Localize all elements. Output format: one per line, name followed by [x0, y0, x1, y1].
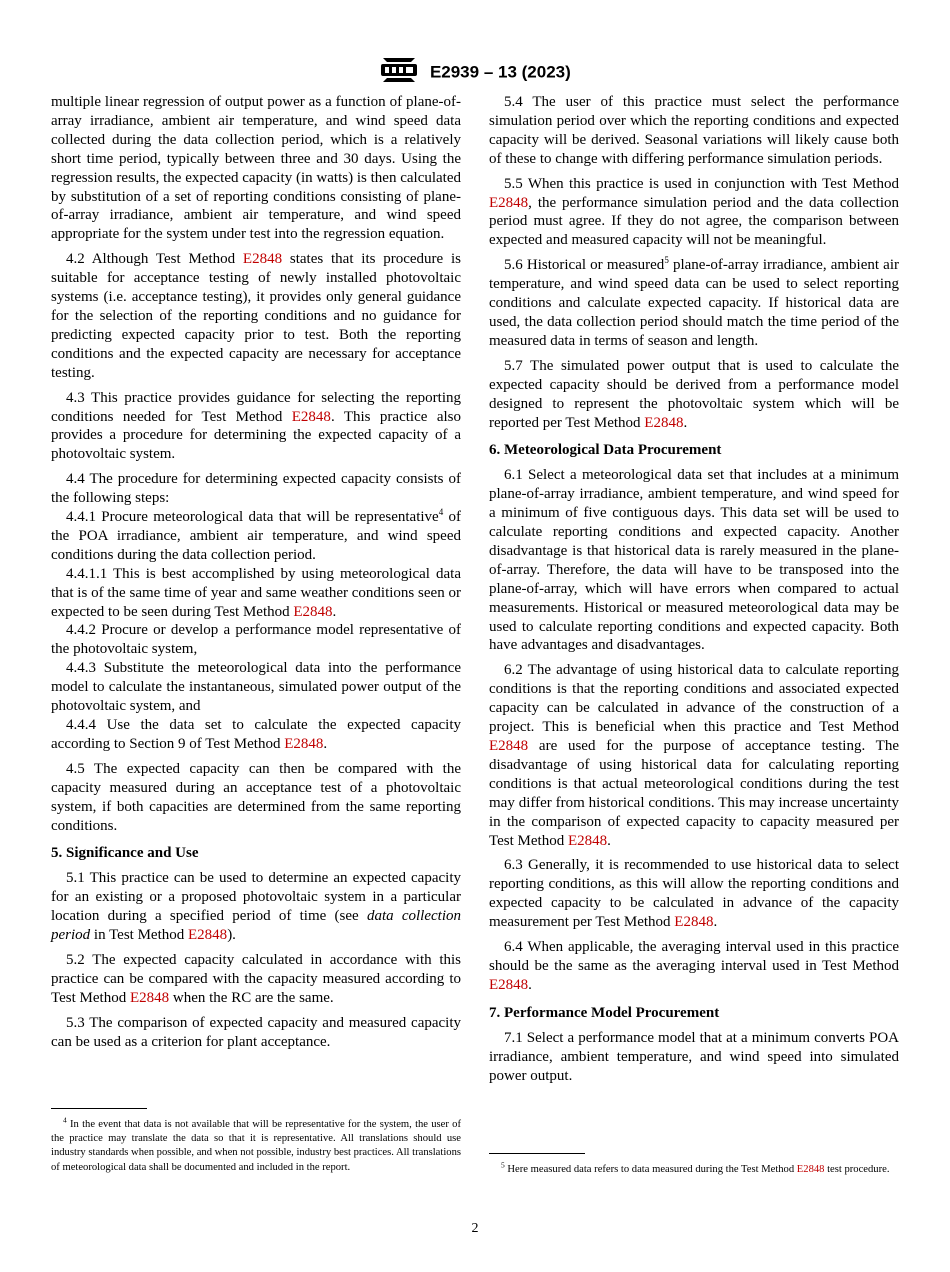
paragraph: [489, 93, 899, 169]
text-run: 6.3 Generally, it is recommended to use historical data to select reporting conditions, as this will allow the reporting conditions and expected capacity to be calculated in advance of the capacity measurement per Test Method: [489, 857, 899, 931]
standard-link-e2848[interactable]: E2848: [796, 1164, 825, 1175]
section-heading: [489, 1004, 899, 1023]
paragraph: [489, 357, 899, 433]
standard-link-e2848[interactable]: E2848: [293, 603, 333, 620]
standard-link-e2848[interactable]: E2848: [567, 832, 608, 849]
paragraph: [51, 716, 461, 754]
text-run: In the event that data is not available that will be representative for the system, the user of the practice may translate the data so that it is representative. All translations should use industry standards when possible, and when not possible, industry best practices. All translations of meteorological data shall be documented and included in the report.: [51, 1119, 461, 1173]
text-run: plane-of-array irradiance, ambient air temperature, and wind speed data can be used to select reporting conditions and calculate expected capacity. If historical data are used, the data collection period should match the time period of the measured data in terms of season and length.: [489, 257, 900, 349]
text-run: , the performance simulation period and the data collection period must agree. If they do not agree, the comparison between expected and measured capacity will not be meaningful.: [489, 194, 899, 249]
text-run: . This practice also provides a procedure for determining the expected capacity of a photovoltaic system.: [51, 408, 461, 463]
paragraph: [51, 621, 461, 659]
paragraph: [51, 760, 461, 836]
text-run: 7.1 Select a performance model that at a minimum converts POA irradiance, ambient temperature, and wind speed into simulated power output.: [489, 1029, 899, 1084]
footnote-marker: 4: [63, 1115, 67, 1125]
standard-designation: E2939 – 13 (2023): [429, 62, 571, 82]
paragraph: [51, 93, 461, 244]
text-run: 5.4 The user of this practice must select the performance simulation period over which the reporting conditions and expected capacity will be derived. Seasonal variations will likely cause both of these to change with differing performance simulation periods.: [489, 94, 899, 167]
paragraph: [489, 1029, 899, 1086]
paragraph: [51, 250, 461, 382]
footnote-marker: 5: [664, 255, 669, 266]
paragraph: [489, 466, 899, 655]
section-heading: [51, 844, 461, 863]
text-run: multiple linear regression of output power as a function of plane-of-array irradiance, ambient air temperature, and wind speed data collected during the data collection period, which is a relatively short time period, typically between three and 30 days. Using the regression results, the expected capacity (in watts) is then calculated by substitution of a set of reporting conditions consisting of plane-of-array irradiance, ambient air temperature, and wind speed appropriate for the system under test into the regression equation.: [51, 94, 461, 243]
standard-link-e2848[interactable]: E2848: [489, 976, 529, 993]
left-column: [51, 93, 461, 1058]
paragraph: [51, 565, 461, 622]
text-run: 4.4.2 Procure or develop a performance model representative of the photovoltaic system,: [51, 622, 461, 658]
text-run: Here measured data refers to data measured during the Test Method: [504, 1164, 797, 1175]
text-run: .: [713, 914, 718, 931]
italic-term: data collection period: [51, 908, 462, 944]
text-run: 7. Performance Model Procurement: [489, 1004, 720, 1021]
footnote-divider-left: [51, 1108, 147, 1109]
text-run: 4.5 The expected capacity can then be compared with the capacity measured during an acceptance test of a photovoltaic system, if both capacities are determined from the same reporting conditions.: [51, 760, 461, 834]
astm-logo-icon: [379, 56, 419, 89]
text-run: 4.4 The procedure for determining expected capacity consists of the following steps:: [51, 471, 461, 507]
standard-link-e2848[interactable]: E2848: [284, 735, 324, 752]
paragraph: [489, 661, 899, 850]
text-run: 4.4.1 Procure meteorological data that will be representative: [66, 509, 439, 526]
standard-link-e2848[interactable]: E2848: [188, 927, 228, 944]
text-run: 5.7 The simulated power output that is used to calculate the expected capacity should be derived from a performance model designed to represent the photovoltaic system which will be reported per Test Method: [489, 357, 899, 431]
text-run: .: [323, 735, 328, 752]
paragraph: [51, 951, 461, 1008]
text-run: 5.2 The expected capacity calculated in accordance with this practice can be compared with the capacity measured according to Test Method: [51, 951, 461, 1006]
paragraph: [489, 175, 899, 251]
paragraph: [489, 856, 899, 932]
text-run: in Test Method: [90, 927, 189, 944]
paragraph: [51, 659, 461, 716]
text-run: 6.4 When applicable, the averaging interval used in this practice should be the same as the averaging interval used in Test Method: [489, 939, 899, 974]
paragraph: [51, 389, 461, 465]
section-heading: [489, 441, 899, 460]
text-run: .: [683, 414, 688, 431]
text-run: .: [332, 603, 337, 620]
text-run: .: [607, 832, 611, 849]
text-run: states that its procedure is suitable for acceptance testing of newly installed photovoltaic systems (i.e. acceptance testing), it provides only general guidance for the selection of the reporting conditions and no guidance for predicting expected capacity prior to test. Both the reporting conditions and the expected capacity are necessary for acceptance testing.: [51, 251, 461, 381]
text-run: 4.3 This practice provides guidance for selecting the reporting conditions needed for Test Method: [51, 389, 461, 425]
text-run: when the RC are the same.: [169, 989, 334, 1006]
standard-link-e2848[interactable]: E2848: [489, 194, 529, 211]
text-run: of the POA irradiance, ambient air temperature, and wind speed conditions during the data collection period.: [51, 509, 462, 563]
paragraph: [489, 256, 899, 351]
standard-link-e2848[interactable]: E2848: [644, 414, 684, 431]
text-run: 4.4.3 Substitute the meteorological data into the performance model to calculate the instantaneous, simulated power output of the photovoltaic system, and: [51, 660, 461, 715]
paragraph: [51, 508, 461, 565]
standard-link-e2848[interactable]: E2848: [242, 251, 283, 268]
text-run: 5.6 Historical or measured: [504, 257, 665, 274]
standard-link-e2848[interactable]: E2848: [291, 408, 331, 425]
text-run: 5.3 The comparison of expected capacity and measured capacity can be used as a criterion for plant acceptance.: [51, 1014, 461, 1050]
text-run: 6. Meteorological Data Procurement: [489, 442, 722, 459]
footnote-marker: 5: [501, 1160, 505, 1170]
footnote-marker: 4: [438, 507, 444, 518]
standard-link-e2848[interactable]: E2848: [129, 989, 170, 1006]
text-run: 6.2 The advantage of using historical data to calculate reporting conditions is that the reporting conditions and associated expected capacity can be calculated in advance of the construction of a project. This is beneficial when this practice and Test Method: [489, 662, 899, 736]
text-run: 4.4.4 Use the data set to calculate the expected capacity according to Section 9 of Test Method: [51, 717, 461, 752]
text-run: 4.4.1.1 This is best accomplished by using meteorological data that is of the same time of year and same weather conditions seen or expected to be seen during Test Method: [51, 565, 461, 620]
right-column: [489, 93, 899, 1091]
text-run: .: [528, 976, 532, 993]
footnote-divider-right: [489, 1153, 585, 1154]
paragraph: [51, 470, 461, 508]
text-run: are used for the purpose of acceptance testing. The disadvantage of using historical data for calculating reporting conditions is that actual meteorological conditions during the test may differ from historical conditions. This may increase uncertainty in the comparison of expected capacity to capacity measured per Test Method: [489, 738, 899, 849]
paragraph: [51, 1014, 461, 1052]
paragraph: [489, 938, 899, 995]
text-run: ).: [227, 927, 236, 944]
standard-link-e2848[interactable]: E2848: [489, 738, 529, 754]
text-run: 5.5 When this practice is used in conjunction with Test Method: [504, 175, 899, 192]
paragraph: [51, 869, 461, 945]
page-number: 2: [471, 1221, 479, 1236]
text-run: 4.2 Although Test Method: [66, 251, 243, 268]
page-header: [0, 56, 950, 89]
footnote-4: [51, 1115, 461, 1175]
text-run: 5. Significance and Use: [51, 845, 199, 862]
text-run: test procedure.: [824, 1164, 890, 1175]
standard-link-e2848[interactable]: E2848: [674, 914, 714, 931]
footnote-5: [489, 1160, 899, 1177]
text-run: 5.1 This practice can be used to determine an expected capacity for an existing or a proposed photovoltaic system in a particular location during a specified period of time (see: [51, 870, 461, 925]
text-run: 6.1 Select a meteorological data set that includes at a minimum plane-of-array irradiance, ambient temperature, and wind speed for a minimum of five contiguous days. This data set will be used to calculate reporting conditions and expected capacity. Another disadvantage is that historical data is rarely measured in the plane-of-array. Therefore, the data will have to be transposed into the plane-of-array, which will have errors when compared to actual measurements. Historical or measured meteorological data may be used to calculate reporting conditions and expected capacity. Both have advantages and disadvantages.: [489, 467, 899, 654]
